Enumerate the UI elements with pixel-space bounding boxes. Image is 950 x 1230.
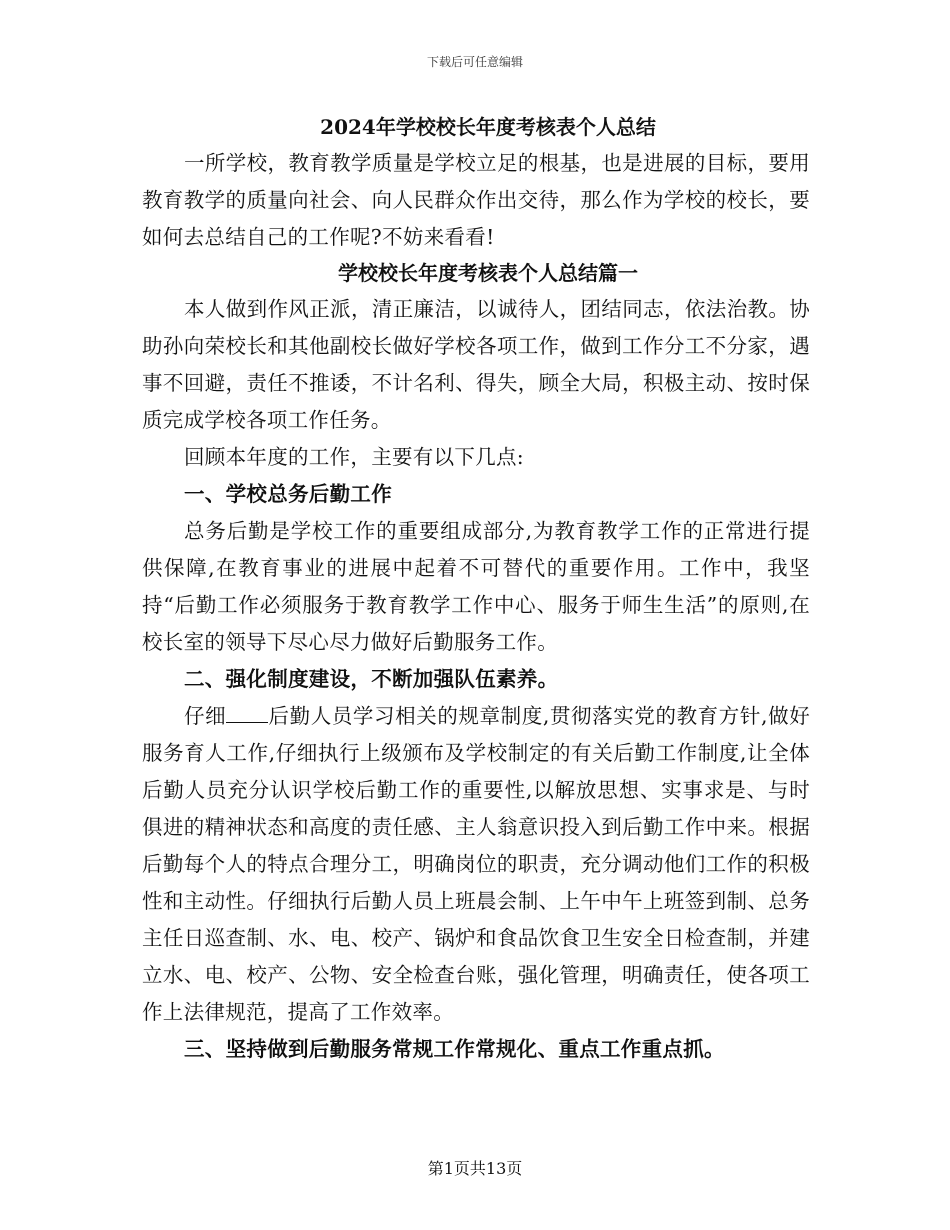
paragraph-logistics: 总务后勤是学校工作的重要组成部分,为教育教学工作的正常进行提供保障,在教育事业的进展中起着不可替代的重要作用。工作中，我坚持“后勤工作必须服务于教育教学工作中心、服务于师生生活”的原则,在校长室的领导下尽心尽力做好后勤服务工作。 <box>142 519 810 654</box>
header-note: 下载后可任意编辑 <box>426 55 523 69</box>
page-footer: 第1页共13页 <box>427 1159 523 1178</box>
section-title: 学校校长年度考核表个人总结篇一 <box>338 261 638 285</box>
paragraph-rest-text: 后勤人员学习相关的规章制度,贯彻落实党的教育方针,做好服务育人工作,仔细执行上级颁布及学校制定的有关后勤工作制度,让全体后勤人员充分认识学校后勤工作的重要性,以解放思想、实事求是、与时俱进的精神状态和高度的责任感、主人翁意识投入到后勤工作中来。根据后勤每个人的特点合理分工，明确岗位的职责，充分调动他们工作的积极性和主动性。仔细执行后勤人员上班晨会制、上午中午上班签到制、总务主任日巡查制、水、电、校产、锅炉和食品饮食卫生安全日检查制，并建立水、电、校产、公物、安全检查台账，强化管理，明确责任，使各项工作上法律规范，提高了工作效率。 <box>142 704 810 1024</box>
intro-paragraph: 一所学校，教育教学质量是学校立足的根基，也是进展的目标，要用教育教学的质量向社会、向人民群众作出交待，那么作为学校的校长，要如何去总结自己的工作呢?不妨来看看! <box>142 151 810 249</box>
fill-in-blank <box>226 704 268 723</box>
paragraph-conduct: 本人做到作风正派，清正廉洁，以诚待人，团结同志，依法治教。协助孙向荣校长和其他副校长做好学校各项工作，做到工作分工不分家，遇事不回避，责任不推诿，不计名利、得失，顾全大局，积极主动、按时保质完成学校各项工作任务。 <box>142 297 810 432</box>
heading-routine-work: 三、坚持做到后勤服务常规工作常规化、重点工作重点抓。 <box>184 1037 725 1061</box>
paragraph-review: 回顾本年度的工作，主要有以下几点: <box>184 445 525 469</box>
document-title: 2024年学校校长年度考核表个人总结 <box>320 115 656 139</box>
paragraph-system-building <box>142 698 810 1031</box>
heading-logistics: 一、学校总务后勤工作 <box>184 482 392 506</box>
paragraph-start-text: 仔细 <box>184 704 227 728</box>
document-body <box>142 110 810 1068</box>
heading-system-building: 二、强化制度建设，不断加强队伍素养。 <box>184 667 559 691</box>
